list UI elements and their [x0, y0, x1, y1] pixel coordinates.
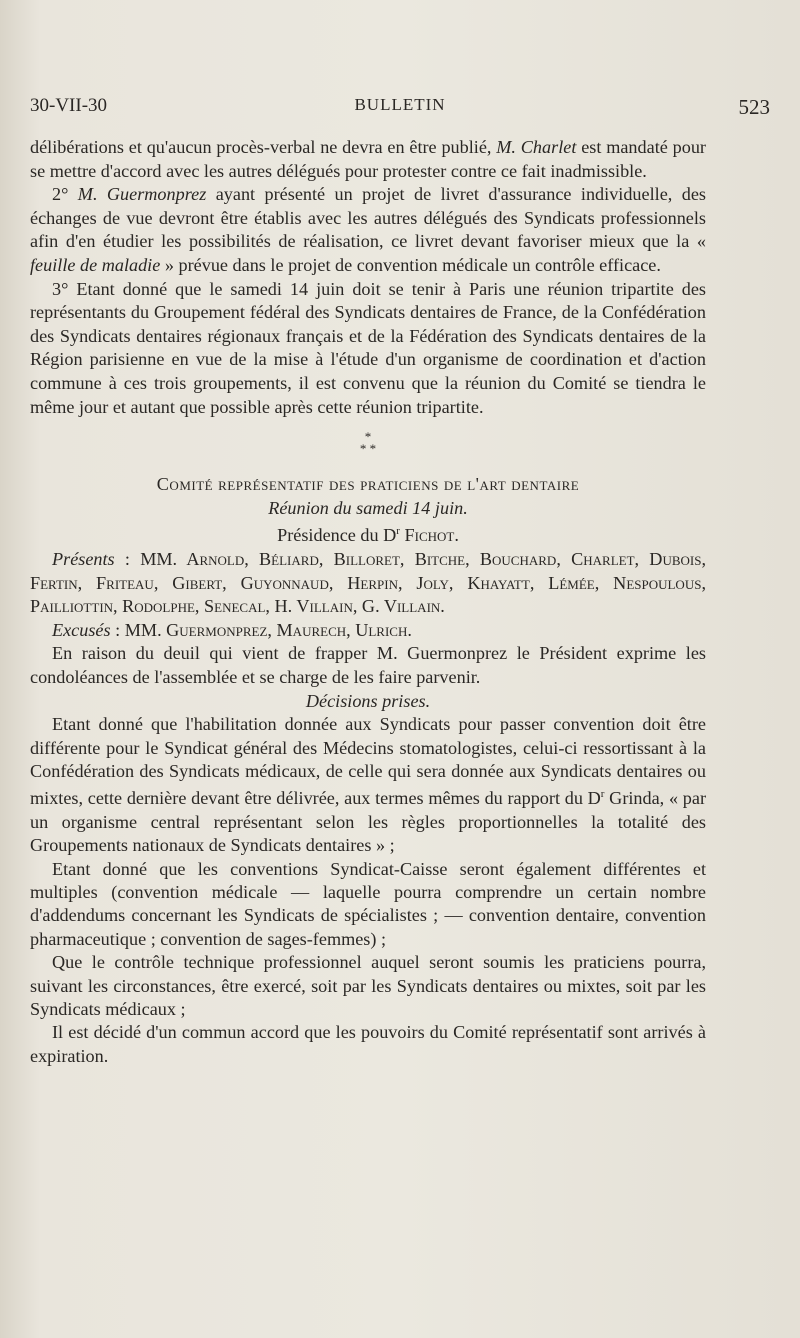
title-superscript: r	[396, 525, 400, 538]
paragraph-text: Grinda, « par un organisme central représentant selon les règles proportionnelles la totalité des Groupements nationaux de Syndicats dentaires » ;	[30, 788, 706, 856]
separator-stars-bottom: * *	[359, 441, 377, 457]
decisions-heading: Décisions prises.	[305, 690, 431, 711]
paragraph-guermonprez	[30, 183, 706, 277]
presidency-text: Présidence du D	[277, 525, 397, 546]
present-list: : MM. Arnold, Béliard, Billoret, Bitche, Bouchard, Charlet, Dubois, Fertin, Friteau, Gibert, Guyonnaud, Herpin, Joly, Khayatt, Lémée, Nespoulous, Pailliottin, Rodolphe, Senecal, H. Villain, G. Villain.	[30, 548, 706, 617]
excused-label: Excusés	[52, 619, 111, 640]
paragraph-charlet	[30, 136, 706, 183]
present-label: Présents	[52, 548, 115, 569]
paragraph-text: ayant présenté un projet de livret d'assurance individuelle, des échanges de vue devront être établis avec les autres délégués des Syndicats professionnels afin d'en étudier les possibilités de réalisation, ce livret devant favoriser mieux que la «	[30, 184, 706, 252]
section-separator	[30, 431, 706, 455]
title-superscript: r	[600, 788, 605, 801]
page-number: 523	[738, 95, 770, 119]
paragraph-text: est mandaté pour se mettre d'accord avec les autres délégués pour protester contre ce fait inadmissible.	[30, 137, 706, 181]
paragraph-mourning: En raison du deuil qui vient de frapper M. Guermonprez le Président exprime les condoléances de l'assemblée et se charge de les faire parvenir.	[30, 643, 706, 687]
paragraph-text: Etant donné que l'habilitation donnée aux Syndicats pour passer convention doit être différente pour le Syndicat général des Médecins stomatologistes, celui-ci ressortissant à la Confédération des Syndicats médicaux, de celle qui sera donnée aux Syndicats dentaires ou mixtes, cette dernière devant être délivrée, aux termes mêmes du rapport du D	[30, 714, 706, 809]
person-name: M. Guermonprez	[77, 184, 207, 205]
page-content	[30, 136, 706, 1068]
paragraph-tripartite: 3° Etant donné que le samedi 14 juin doit se tenir à Paris une réunion tripartite des représentants du Groupement fédéral des Syndicats dentaires de France, de la Confédération des Syndicats dentaires régionaux français et de la Fédération des Syndicats dentaires de la Région parisienne en vue de la mise à l'étude d'un organisme de coordination et d'action commune à ces trois groupements, il est convenu que la réunion du Comité se tiendra le même jour et autant que possible après cette réunion tripartite.	[30, 278, 706, 417]
header-date: 30-VII-30	[30, 95, 108, 116]
decision-controle: Que le contrôle technique professionnel auquel seront soumis les praticiens pourra, suivant les circonstances, être exercé, soit par les Syndicats dentaires ou mixtes, soit par les Syndicats médicaux ;	[30, 952, 706, 1020]
quoted-term: feuille de maladie	[30, 254, 161, 275]
attendees-excused	[30, 619, 706, 643]
decision-expiration: Il est décidé d'un commun accord que les pouvoirs du Comité représentatif sont arrivés à expiration.	[30, 1022, 706, 1066]
separator-star-top: *	[364, 429, 372, 445]
excused-list: : MM. Guermonprez, Maurech, Ulrich.	[110, 619, 412, 640]
person-name: M. Charlet	[496, 137, 577, 157]
header-title: BULLETIN	[354, 95, 446, 114]
presidency-line	[30, 520, 706, 548]
decision-habilitation	[30, 713, 706, 858]
meeting-date: Réunion du samedi 14 juin.	[268, 497, 468, 518]
president-name: Fichot.	[399, 525, 459, 546]
section-heading: Comité représentatif des praticiens de l'art dentaire	[156, 474, 580, 495]
item-number: 2°	[52, 184, 78, 205]
page-header	[30, 95, 770, 125]
paragraph-text: délibérations et qu'aucun procès-verbal ne devra en être publié,	[30, 137, 497, 157]
decision-conventions: Etant donné que les conventions Syndicat-Caisse seront également différentes et multiples (convention médicale — laquelle pourra comprendre un certain nombre d'addendums concernant les Syndicats de spécialistes ; — convention dentaire, convention pharmaceutique ; convention de sages-femmes) ;	[30, 858, 706, 949]
attendees-present	[30, 548, 706, 619]
paragraph-text: » prévue dans le projet de convention médicale un contrôle efficace.	[160, 254, 661, 275]
